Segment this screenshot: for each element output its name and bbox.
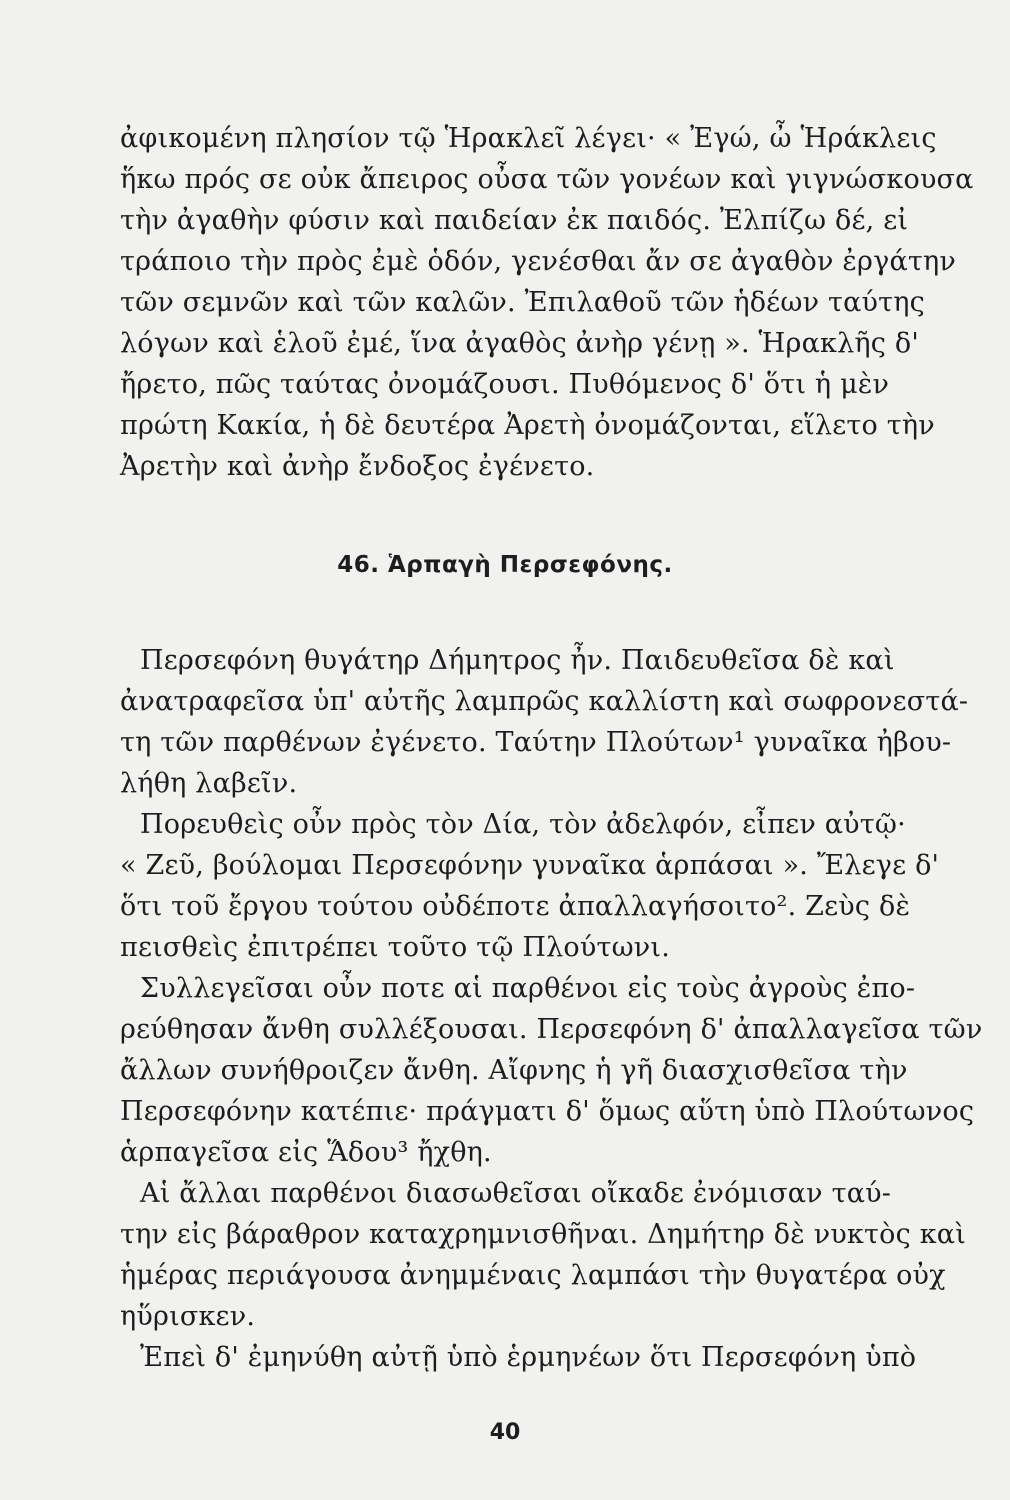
text-line: Συλλεγεῖσαι οὖν ποτε αἱ παρθένοι εἰς τοὺς ἀγροὺς ἐπο- [140, 973, 916, 1004]
section-text [120, 640, 986, 1378]
text-line: πεισθεὶς ἐπιτρέπει τοῦτο τῷ Πλούτωνι. [120, 932, 670, 963]
text-line: Περσεφόνη θυγάτηρ Δήμητρος ἦν. Παιδευθεῖσα δὲ καὶ [140, 645, 895, 676]
text-line: την εἰς βάραθρον καταχρημνισθῆναι. Δημήτηρ δὲ νυκτὸς καὶ [120, 1219, 966, 1250]
text-line: « Ζεῦ, βούλομαι Περσεφόνην γυναῖκα ἁρπάσαι ». Ἔλεγε δ' [120, 850, 940, 881]
text-line: ρεύθησαν ἄνθη συλλέξουσαι. Περσεφόνη δ' ἀπαλλαγεῖσα τῶν [120, 1014, 983, 1045]
text-line: ἥκω πρός σε οὐκ ἄπειρος οὖσα τῶν γονέων καὶ γιγνώσκουσα [120, 164, 974, 195]
text-line: ηὕρισκεν. [120, 1301, 256, 1332]
text-line: Αἱ ἄλλαι παρθένοι διασωθεῖσαι οἴκαδε ἐνόμισαν ταύ- [140, 1178, 892, 1209]
text-line: τη τῶν παρθένων ἐγένετο. Ταύτην Πλούτων¹ γυναῖκα ἠβου- [120, 727, 952, 758]
text-line: τῶν σεμνῶν καὶ τῶν καλῶν. Ἐπιλαθοῦ τῶν ἡδέων ταύτης [120, 287, 925, 318]
text-line: ἤρετο, πῶς ταύτας ὀνομάζουσι. Πυθόμενος δ' ὅτι ἡ μὲν [120, 369, 890, 400]
text-line: λήθη λαβεῖν. [120, 768, 298, 799]
top-paragraph [120, 118, 986, 487]
text-line: ἡμέρας περιάγουσα ἀνημμέναις λαμπάσι τὴν θυγατέρα οὐχ [120, 1260, 946, 1291]
text-line: Ἐπεὶ δ' ἐμηνύθη αὐτῇ ὑπὸ ἑρμηνέων ὅτι Περσεφόνη ὑπὸ [140, 1342, 917, 1373]
text-line: ἁρπαγεῖσα εἰς Ἅδου³ ἤχθη. [120, 1137, 492, 1168]
page-number: 40 [489, 1420, 521, 1445]
text-line: ὅτι τοῦ ἔργου τούτου οὐδέποτε ἀπαλλαγήσοιτο². Ζεὺς δὲ [120, 891, 911, 922]
text-line: ἄλλων συνήθροιζεν ἄνθη. Αἴφνης ἡ γῆ διασχισθεῖσα τὴν [120, 1055, 908, 1086]
text-line: ἀφικομένη πλησίον τῷ Ἡρακλεῖ λέγει· « Ἐγώ, ὦ Ἡράκλεις [120, 123, 937, 154]
text-line: ἀνατραφεῖσα ὑπ' αὐτῆς λαμπρῶς καλλίστη καὶ σωφρονεστά- [120, 686, 969, 717]
text-line: λόγων καὶ ἑλοῦ ἐμέ, ἵνα ἀγαθὸς ἀνὴρ γένῃ ». Ἡρακλῆς δ' [120, 328, 919, 359]
text-line: Πορευθεὶς οὖν πρὸς τὸν Δία, τὸν ἀδελφόν, εἶπεν αὐτῷ· [140, 809, 906, 840]
section-heading: 46. Ἁρπαγὴ Περσεφόνης. [337, 552, 673, 578]
text-line: τὴν ἀγαθὴν φύσιν καὶ παιδείαν ἐκ παιδός. Ἐλπίζω δέ, εἰ [120, 205, 909, 236]
text-line: πρώτη Κακία, ἡ δὲ δευτέρα Ἀρετὴ ὀνομάζονται, εἵλετο τὴν [120, 410, 935, 441]
text-line: Περσεφόνην κατέπιε· πράγματι δ' ὅμως αὕτη ὑπὸ Πλούτωνος [120, 1096, 975, 1127]
text-line: Ἀρετὴν καὶ ἀνὴρ ἔνδοξος ἐγένετο. [120, 451, 595, 482]
text-line: τράποιο τὴν πρὸς ἐμὲ ὁδόν, γενέσθαι ἄν σε ἀγαθὸν ἐργάτην [120, 246, 957, 277]
